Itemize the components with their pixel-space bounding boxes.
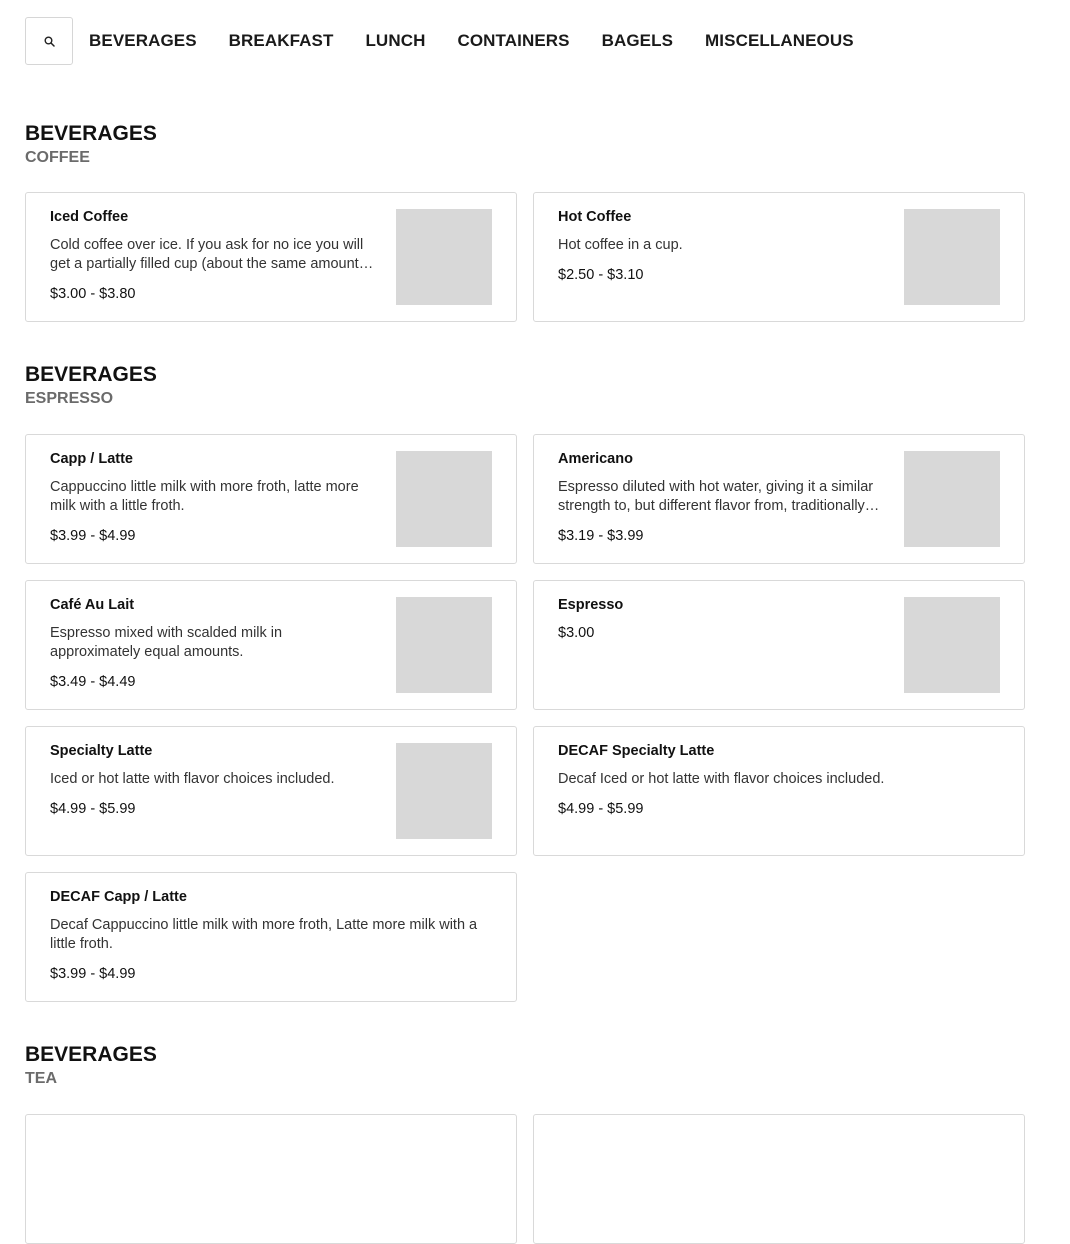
menu-item-description: Decaf Iced or hot latte with flavor choices included. [558, 771, 885, 787]
menu-item-price: $3.00 [558, 625, 595, 641]
menu-item-card[interactable] [25, 1114, 517, 1244]
menu-item-price: $4.99 - $5.99 [558, 801, 644, 817]
menu-item-text [50, 743, 376, 818]
menu-item-card[interactable] [25, 434, 517, 564]
nav-lunch[interactable]: LUNCH [365, 31, 426, 50]
menu-item-price: $3.99 - $4.99 [50, 528, 136, 544]
category-nav [25, 17, 886, 65]
menu-item-text [558, 451, 884, 545]
menu-item-price: $3.19 - $3.99 [558, 528, 644, 544]
menu-item-text [558, 209, 884, 284]
search-button[interactable] [25, 17, 73, 65]
menu-item-name: Iced Coffee [50, 209, 129, 225]
nav-breakfast[interactable]: BREAKFAST [228, 31, 334, 50]
menu-item-description: Espresso diluted with hot water, giving it a similar strength to, but different flavor from, traditionally… [558, 479, 880, 514]
menu-item-card[interactable] [533, 1114, 1025, 1244]
menu-item-image [904, 451, 1000, 547]
section-title: BEVERAGES [25, 122, 157, 145]
menu-item-text [558, 743, 1000, 818]
section-espresso [25, 362, 1025, 409]
menu-item-name: Capp / Latte [50, 451, 133, 467]
menu-item-description: Cold coffee over ice. If you ask for no ice you will get a partially filled cup (about the same amount… [50, 237, 374, 272]
menu-item-description: Espresso mixed with scalded milk in approximately equal amounts. [50, 625, 283, 660]
menu-item-name: Americano [558, 451, 633, 467]
menu-item-description: Cappuccino little milk with more froth, latte more milk with a little froth. [50, 479, 359, 514]
section-subtitle: ESPRESSO [25, 390, 114, 407]
nav-miscellaneous[interactable]: MISCELLANEOUS [705, 31, 854, 50]
menu-item-image [396, 597, 492, 693]
section-coffee [25, 121, 1025, 168]
section-subtitle: COFFEE [25, 149, 90, 166]
menu-item-price: $3.00 - $3.80 [50, 286, 136, 302]
menu-item-name: DECAF Specialty Latte [558, 743, 715, 759]
menu-item-card[interactable] [25, 192, 517, 322]
section-title: BEVERAGES [25, 363, 157, 386]
section-tea [25, 1042, 1025, 1089]
search-icon [44, 36, 55, 47]
menu-item-name: DECAF Capp / Latte [50, 889, 187, 905]
menu-item-text [50, 209, 376, 303]
menu-item-card[interactable] [533, 726, 1025, 856]
menu-item-card[interactable] [533, 434, 1025, 564]
nav-bagels[interactable]: BAGELS [601, 31, 674, 50]
menu-item-price: $3.99 - $4.99 [50, 966, 136, 982]
menu-item-image [396, 743, 492, 839]
menu-item-text [50, 451, 376, 545]
menu-item-text [50, 597, 376, 691]
menu-item-card[interactable] [533, 580, 1025, 710]
menu-item-price: $3.49 - $4.49 [50, 674, 136, 690]
menu-item-description: Hot coffee in a cup. [558, 237, 683, 253]
nav-beverages[interactable]: BEVERAGES [89, 31, 197, 50]
menu-item-card[interactable] [25, 726, 517, 856]
menu-item-price: $4.99 - $5.99 [50, 801, 136, 817]
menu-item-price: $2.50 - $3.10 [558, 267, 644, 283]
section-title: BEVERAGES [25, 1043, 157, 1066]
menu-item-description: Decaf Cappuccino little milk with more froth, Latte more milk with a little froth. [50, 917, 478, 952]
menu-item-text [50, 889, 492, 983]
menu-item-card[interactable] [25, 872, 517, 1002]
section-subtitle: TEA [25, 1070, 57, 1087]
menu-item-image [396, 451, 492, 547]
menu-item-name: Espresso [558, 597, 624, 613]
menu-item-image [904, 597, 1000, 693]
menu-item-image [396, 209, 492, 305]
menu-item-name: Café Au Lait [50, 597, 135, 613]
menu-item-name: Hot Coffee [558, 209, 632, 225]
menu-item-card[interactable] [25, 580, 517, 710]
menu-item-description: Iced or hot latte with flavor choices included. [50, 771, 335, 787]
menu-item-card[interactable] [533, 192, 1025, 322]
menu-item-name: Specialty Latte [50, 743, 153, 759]
menu-item-text [558, 597, 884, 642]
menu-item-image [904, 209, 1000, 305]
nav-containers[interactable]: CONTAINERS [457, 31, 570, 50]
